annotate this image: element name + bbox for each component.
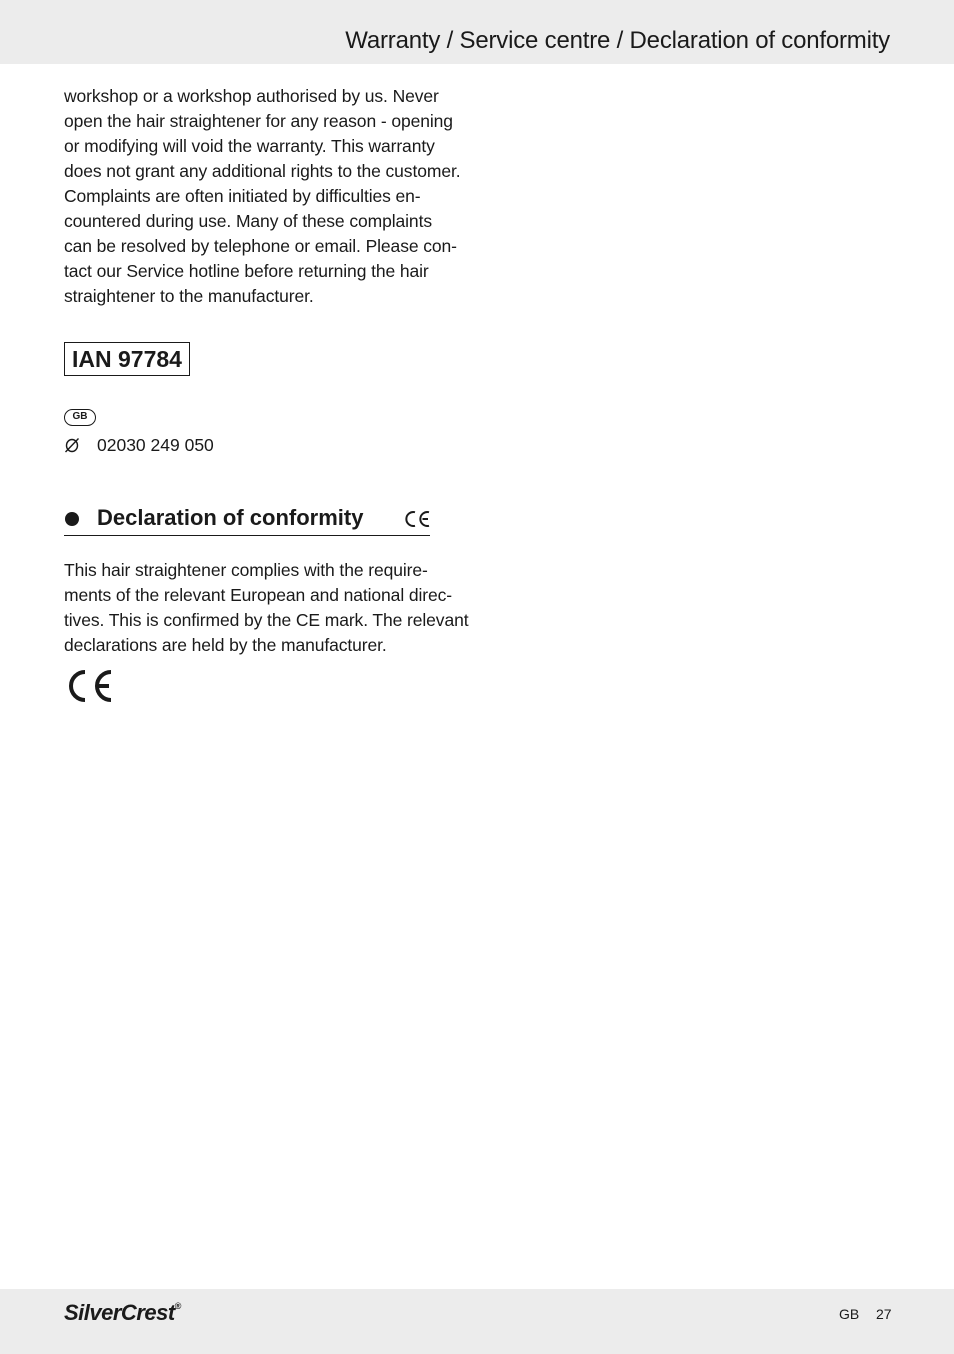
page-number: 27 — [876, 1306, 892, 1322]
text-line: straightener to the manufacturer. — [64, 286, 314, 306]
text-line: countered during use. Many of these complaints — [64, 211, 432, 231]
warranty-paragraph — [64, 84, 469, 309]
bullet-icon — [65, 512, 79, 526]
ce-mark-icon — [404, 510, 431, 528]
service-phone — [64, 432, 214, 458]
text-line: declarations are held by the manufacturer. — [64, 635, 387, 655]
footer-country-code: GB — [839, 1306, 860, 1322]
page-title: Warranty / Service centre / Declaration of conformity — [345, 27, 890, 54]
phone-number: 02030 249 050 — [97, 435, 214, 455]
text-line: Complaints are often initiated by difficulties en- — [64, 186, 421, 206]
page-footer — [0, 1289, 954, 1354]
text-line: open the hair straightener for any reason - opening — [64, 111, 453, 131]
section-title: Declaration of conformity — [97, 505, 364, 530]
ce-mark-icon — [64, 669, 114, 703]
section-heading — [64, 503, 430, 536]
text-line: ments of the relevant European and national direc- — [64, 585, 453, 605]
text-line: tact our Service hotline before returning the hair — [64, 261, 429, 281]
brand-logo — [64, 1300, 181, 1326]
registered-mark: ® — [174, 1301, 181, 1311]
text-line: This hair straightener complies with the require- — [64, 560, 428, 580]
page-header — [0, 0, 954, 64]
ian-number-box: IAN 97784 — [64, 342, 190, 376]
phone-icon — [64, 434, 80, 450]
brand-name: SilverCrest — [64, 1300, 175, 1325]
text-line: or modifying will void the warranty. This warranty — [64, 136, 435, 156]
text-line: workshop or a workshop authorised by us. Never — [64, 86, 439, 106]
country-badge: GB — [64, 409, 96, 426]
text-line: tives. This is confirmed by the CE mark. The relevant — [64, 610, 469, 630]
declaration-paragraph — [64, 558, 469, 658]
warranty-text — [64, 84, 469, 309]
text-line: can be resolved by telephone or email. Please con- — [64, 236, 457, 256]
declaration-text — [64, 558, 469, 658]
text-line: does not grant any additional rights to the customer. — [64, 161, 461, 181]
